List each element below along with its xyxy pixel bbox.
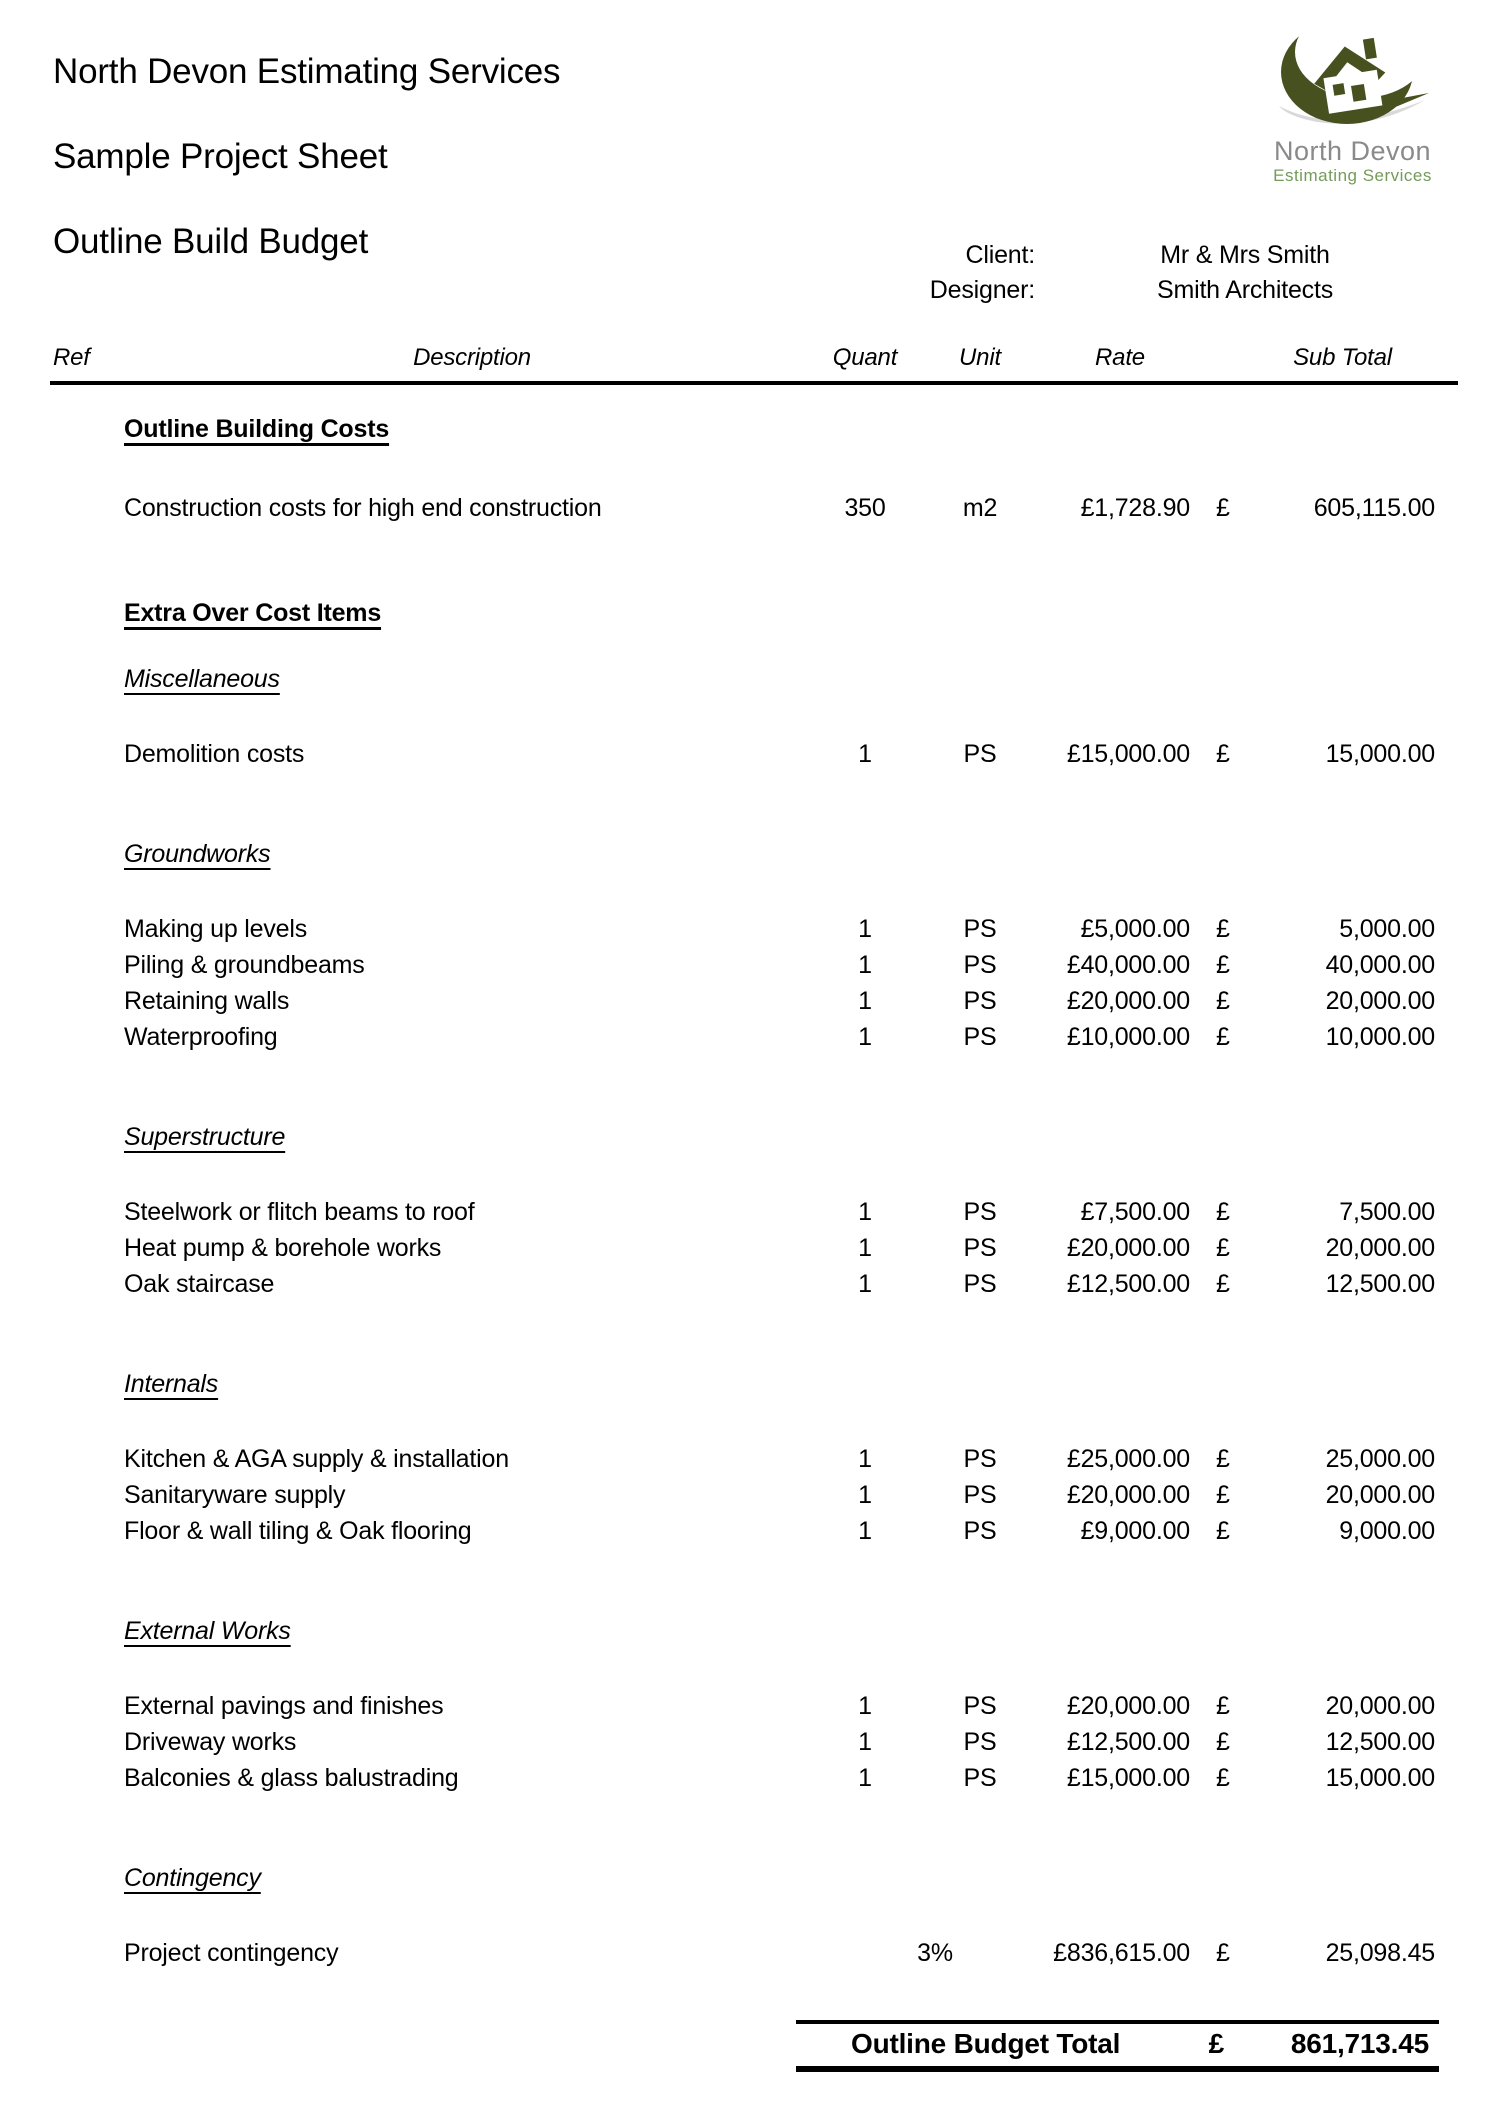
- cell-description: Making up levels: [124, 915, 308, 943]
- table-row: [53, 1266, 1435, 1302]
- header-description: Description: [413, 344, 531, 371]
- cell-unit: PS: [963, 1517, 997, 1545]
- cell-subtotal: 20,000.00: [1325, 1234, 1435, 1262]
- cell-unit: PS: [963, 1270, 997, 1298]
- cell-subtotal: 12,500.00: [1325, 1270, 1435, 1298]
- subsection-heading: Miscellaneous: [124, 665, 280, 693]
- cell-rate: £12,500.00: [1066, 1728, 1190, 1756]
- header-quant: Quant: [832, 344, 898, 371]
- table-row: [53, 1194, 1435, 1230]
- cell-description: External pavings and finishes: [124, 1692, 444, 1720]
- house-in-crescent-swoosh-icon: [1273, 36, 1433, 136]
- cell-currency: £: [1216, 1023, 1230, 1051]
- cell-description: Waterproofing: [124, 1023, 278, 1051]
- cell-ref: [53, 947, 124, 983]
- cell-subtotal: 25,000.00: [1325, 1445, 1435, 1473]
- cell-subtotal: 7,500.00: [1339, 1198, 1435, 1226]
- cell-currency: £: [1216, 915, 1230, 943]
- header-currency-spacer: [1190, 343, 1250, 373]
- table-row: [53, 1477, 1435, 1513]
- cell-quant: 1: [858, 1270, 872, 1298]
- cell-currency: £: [1216, 1198, 1230, 1226]
- cell-currency: £: [1216, 740, 1230, 768]
- cell-unit: PS: [963, 1728, 997, 1756]
- cell-ref: [53, 1760, 124, 1796]
- cell-unit: PS: [963, 915, 997, 943]
- cell-currency: £: [1216, 1939, 1230, 1967]
- cell-subtotal: 20,000.00: [1325, 1481, 1435, 1509]
- cell-currency: £: [1216, 1692, 1230, 1720]
- cell-rate: £5,000.00: [1080, 915, 1190, 943]
- budget-table: [53, 343, 1435, 2072]
- cell-rate: £40,000.00: [1066, 951, 1190, 979]
- table-row: [53, 1688, 1435, 1724]
- cell-rate: £836,615.00: [1053, 1939, 1190, 1967]
- cell-rate: £20,000.00: [1066, 987, 1190, 1015]
- table-body: [53, 414, 1435, 1971]
- cell-description: Retaining walls: [124, 987, 290, 1015]
- cell-unit: PS: [963, 1764, 997, 1792]
- cell-quant: 1: [858, 1728, 872, 1756]
- cell-description: Floor & wall tiling & Oak flooring: [124, 1517, 472, 1545]
- cell-currency: £: [1216, 494, 1230, 522]
- cell-rate: £10,000.00: [1066, 1023, 1190, 1051]
- cell-description: Demolition costs: [124, 740, 305, 768]
- cell-subtotal: 10,000.00: [1325, 1023, 1435, 1051]
- cell-quant: 1: [858, 1517, 872, 1545]
- cell-rate: £20,000.00: [1066, 1234, 1190, 1262]
- cell-quant: 1: [858, 1023, 872, 1051]
- subsection-heading: Superstructure: [124, 1123, 286, 1151]
- table-row: [53, 1230, 1435, 1266]
- document-title: Outline Build Budget: [53, 222, 369, 261]
- client-row: [850, 238, 1430, 273]
- cell-quant: 1: [858, 1764, 872, 1792]
- cell-currency: £: [1216, 951, 1230, 979]
- table-row: [53, 1019, 1435, 1055]
- cell-description: Construction costs for high end construction: [124, 494, 602, 522]
- cell-subtotal: 40,000.00: [1325, 951, 1435, 979]
- cell-currency: £: [1216, 987, 1230, 1015]
- cell-description: Piling & groundbeams: [124, 951, 365, 979]
- cell-quant: 1: [858, 1445, 872, 1473]
- cell-subtotal: 15,000.00: [1325, 740, 1435, 768]
- company-logo: [1245, 36, 1460, 186]
- cell-description: Kitchen & AGA supply & installation: [124, 1445, 509, 1473]
- cell-unit: m2: [962, 494, 998, 522]
- table-row: [53, 1513, 1435, 1549]
- cell-quant: 1: [858, 1234, 872, 1262]
- cell-ref: [53, 736, 124, 772]
- cell-ref: [53, 911, 124, 947]
- cell-quant: 350: [844, 494, 886, 522]
- cell-ref: [53, 490, 124, 526]
- designer-value: Smith Architects: [1156, 276, 1334, 304]
- cell-quant: 1: [858, 915, 872, 943]
- company-title: North Devon Estimating Services: [53, 52, 561, 91]
- cell-description: Driveway works: [124, 1728, 297, 1756]
- cell-rate: £20,000.00: [1066, 1481, 1190, 1509]
- cell-description: Oak staircase: [124, 1270, 275, 1298]
- total-row: [796, 2027, 1439, 2061]
- cell-description: Steelwork or flitch beams to roof: [124, 1198, 475, 1226]
- table-row: [53, 1724, 1435, 1760]
- section-heading: Outline Building Costs: [124, 415, 390, 443]
- total-bar: [796, 2020, 1439, 2072]
- cell-ref: [53, 983, 124, 1019]
- table-row: [53, 1760, 1435, 1796]
- cell-rate: £25,000.00: [1066, 1445, 1190, 1473]
- subsection-heading: External Works: [124, 1617, 291, 1645]
- table-row: [53, 911, 1435, 947]
- cell-subtotal: 9,000.00: [1339, 1517, 1435, 1545]
- cell-quant: 1: [858, 1692, 872, 1720]
- table-header-row: [53, 343, 1435, 373]
- cell-rate: £9,000.00: [1080, 1517, 1190, 1545]
- subsection-heading: Internals: [124, 1370, 219, 1398]
- logo-tagline: Estimating Services: [1273, 166, 1432, 185]
- table-row: [53, 490, 1435, 526]
- cell-ref: [53, 1688, 124, 1724]
- cell-subtotal: 25,098.45: [1325, 1939, 1435, 1967]
- subsection-heading: Groundworks: [124, 840, 271, 868]
- cell-rate: £15,000.00: [1066, 1764, 1190, 1792]
- table-row: [53, 947, 1435, 983]
- cell-unit: PS: [963, 1234, 997, 1262]
- cell-quant: 3%: [917, 1939, 953, 1967]
- cell-quant: 1: [858, 1198, 872, 1226]
- cell-rate: £7,500.00: [1080, 1198, 1190, 1226]
- cell-quant: 1: [858, 1481, 872, 1509]
- cell-subtotal: 20,000.00: [1325, 987, 1435, 1015]
- cell-ref: [53, 1441, 124, 1477]
- cell-rate: £1,728.90: [1080, 494, 1190, 522]
- project-title: Sample Project Sheet: [53, 137, 388, 176]
- designer-row: [850, 273, 1430, 308]
- table-row: [53, 1441, 1435, 1477]
- cell-ref: [53, 1019, 124, 1055]
- logo-name: North Devon: [1273, 136, 1432, 166]
- cell-ref: [53, 1724, 124, 1760]
- cell-unit: PS: [963, 1023, 997, 1051]
- header-rate: Rate: [1095, 344, 1145, 371]
- cell-ref: [53, 1935, 124, 1971]
- header-unit: Unit: [959, 344, 1001, 371]
- total-label: Outline Budget Total: [851, 2028, 1121, 2059]
- cell-currency: £: [1216, 1481, 1230, 1509]
- cell-quant: 1: [858, 951, 872, 979]
- header-ref: Ref: [53, 344, 90, 371]
- cell-subtotal: 20,000.00: [1325, 1692, 1435, 1720]
- cell-currency: £: [1216, 1764, 1230, 1792]
- designer-label: Designer:: [929, 276, 1035, 304]
- cell-unit: PS: [963, 1481, 997, 1509]
- cell-rate: £15,000.00: [1066, 740, 1190, 768]
- cell-unit: PS: [963, 951, 997, 979]
- cell-unit: PS: [963, 987, 997, 1015]
- cell-quant: 1: [858, 987, 872, 1015]
- cell-unit: PS: [963, 740, 997, 768]
- cell-subtotal: 5,000.00: [1339, 915, 1435, 943]
- cell-subtotal: 605,115.00: [1313, 494, 1435, 522]
- table-header-rule: [50, 381, 1458, 385]
- total-value: 861,713.45: [1290, 2028, 1429, 2059]
- cell-currency: £: [1216, 1517, 1230, 1545]
- table-row: [53, 983, 1435, 1019]
- cell-unit: PS: [963, 1692, 997, 1720]
- cell-rate: £20,000.00: [1066, 1692, 1190, 1720]
- cell-subtotal: 12,500.00: [1325, 1728, 1435, 1756]
- client-value: Mr & Mrs Smith: [1160, 241, 1330, 269]
- cell-subtotal: 15,000.00: [1325, 1764, 1435, 1792]
- cell-currency: £: [1216, 1728, 1230, 1756]
- cell-rate: £12,500.00: [1066, 1270, 1190, 1298]
- cell-unit: PS: [963, 1198, 997, 1226]
- cell-description: Heat pump & borehole works: [124, 1234, 442, 1262]
- cell-ref: [53, 1230, 124, 1266]
- cell-currency: £: [1216, 1270, 1230, 1298]
- table-row: [53, 1935, 1435, 1971]
- section-heading: Extra Over Cost Items: [124, 599, 382, 627]
- header-subtotal: Sub Total: [1293, 344, 1392, 371]
- cell-ref: [53, 1194, 124, 1230]
- cell-description: Balconies & glass balustrading: [124, 1764, 459, 1792]
- cell-quant: 1: [858, 740, 872, 768]
- subsection-heading: Contingency: [124, 1864, 261, 1892]
- cell-ref: [53, 1513, 124, 1549]
- cell-currency: £: [1216, 1234, 1230, 1262]
- cell-unit: PS: [963, 1445, 997, 1473]
- cell-description: Project contingency: [124, 1939, 339, 1967]
- cell-description: Sanitaryware supply: [124, 1481, 346, 1509]
- cell-ref: [53, 1266, 124, 1302]
- client-designer-block: [850, 238, 1430, 308]
- table-row: [53, 736, 1435, 772]
- total-currency: £: [1208, 2028, 1224, 2059]
- client-label: Client:: [965, 241, 1035, 269]
- cell-ref: [53, 1477, 124, 1513]
- cell-currency: £: [1216, 1445, 1230, 1473]
